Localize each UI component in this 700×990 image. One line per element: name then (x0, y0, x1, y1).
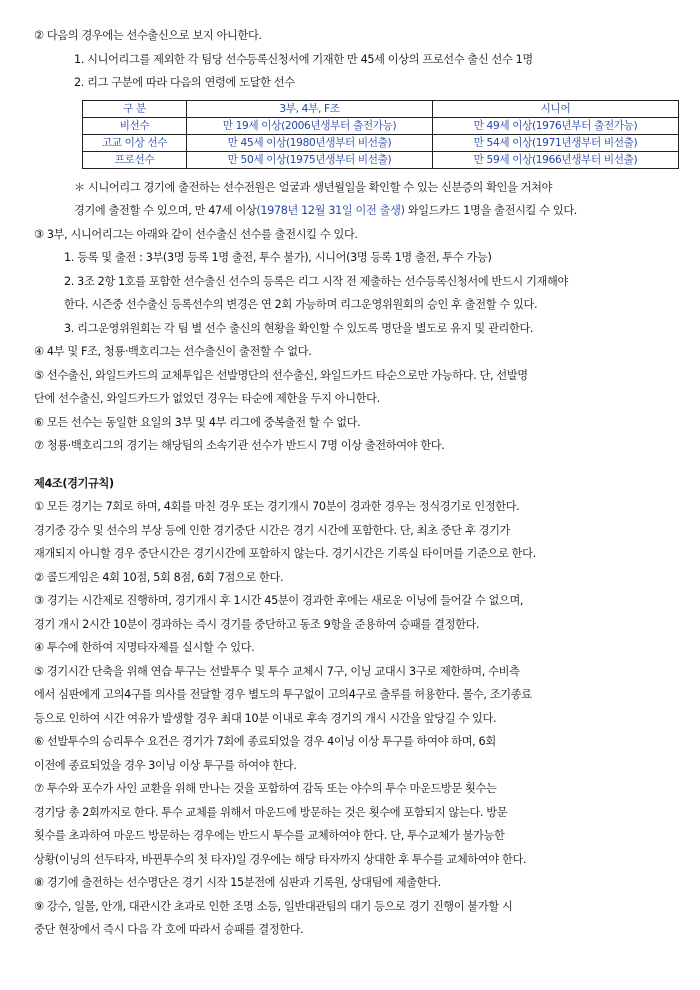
clause-3-sub3: 3. 리그운영위원회는 각 팀 별 선수 출신의 현황을 확인할 수 있도록 명단을 별도로 유지 및 관리한다. (64, 321, 534, 335)
rule-1-line: 경기중 강수 및 선수의 부상 등에 인한 경기중단 시간은 경기 시간에 포함한다. 단, 최초 중단 후 경기가 (34, 523, 510, 537)
clause-3-sub2-line1: 2. 3조 2항 1호를 포함한 선수출신 선수의 등록은 리그 시작 전 제출하는 선수등록신청서에 반드시 기재해야 (64, 274, 568, 288)
article-4-heading: 제4조(경기규칙) (34, 476, 114, 490)
rule-9-line: ⑨ 강수, 일몰, 안개, 대관시간 초과로 인한 조명 소등, 일반대관팀의 대기 등으로 경기 진행이 불가할 시 (34, 899, 513, 913)
rule-7-line: 횟수를 초과하여 마운드 방문하는 경우에는 반드시 투수를 교체하여야 한다. 단, 투수교체가 불가능한 (34, 829, 505, 842)
clause-2-title: ② 다음의 경우에는 선수출신으로 보지 아니한다. (34, 29, 262, 42)
rule-5-line: 에서 심판에게 고의4구를 의사를 전달할 경우 별도의 투구없이 고의4구로 출루를 허용한다. 몰수, 조기종료 (34, 688, 532, 701)
clause-4: ④ 4부 및 F조, 청룡·백호리그는 선수출신이 출전할 수 없다. (34, 345, 312, 358)
rule-8-line: ⑧ 경기에 출전하는 선수명단은 경기 시작 15분전에 심판과 기록원, 상대팀에 제출한다. (34, 876, 441, 889)
table-header-cell: 시니어 (433, 100, 679, 117)
senior-note-line2 (34, 199, 678, 223)
rule-3-line: 경기 개시 2시간 10분이 경과하는 즉시 경기를 중단하고 동조 9항을 준용하여 승패를 결정한다. (34, 617, 480, 631)
clause-2-sub1: 1. 시니어리그를 제외한 각 팀당 선수등록신청서에 기재한 만 45세 이상의 프로선수 출신 선수 1명 (74, 52, 533, 66)
clause-5-line1: ⑤ 선수출신, 와일드카드의 교체투입은 선발명단의 선수출신, 와일드카드 타순으로만 가능하다. 단, 선발명 (34, 368, 528, 382)
rule-5-line: 등으로 인하여 시간 여유가 발생할 경우 최대 10분 이내로 후속 경기의 개시 시간을 앞당길 수 있다. (34, 711, 497, 725)
senior-note-text: 경기에 출전할 수 있으며, 만 47세 이상 (74, 204, 257, 217)
rule-7-line: ⑦ 투수와 포수가 사인 교환을 위해 만나는 것을 포함하여 감독 또는 야수의 투수 마운드방문 횟수는 (34, 782, 497, 795)
table-cell: 만 54세 이상(1971년생부터 비선출) (433, 134, 679, 151)
rule-5-line: ⑤ 경기시간 단축을 위해 연습 투구는 선발투수 및 투수 교체시 7구, 이닝 교대시 3구로 제한하며, 수비측 (34, 664, 520, 678)
table-header-cell: 구 분 (83, 100, 187, 117)
clause-6: ⑥ 모든 선수는 동일한 요일의 3부 및 4부 리그에 중복출전 할 수 없다. (34, 415, 361, 429)
table-cell: 만 49세 이상(1976년부터 출전가능) (433, 117, 679, 134)
rule-4-line: ④ 투수에 한하여 지명타자제를 실시할 수 있다. (34, 641, 255, 654)
rule-1-line: ① 모든 경기는 7회로 하며, 4회를 마친 경우 또는 경기개시 70분이 경과한 경우는 정식경기로 인정한다. (34, 500, 520, 513)
rule-1-line: 재개되지 아니할 경우 중단시간은 경기시간에 포함하지 않는다. 경기시간은 기록실 타이머를 기준으로 한다. (34, 547, 536, 560)
clause-3-sub2-line2: 한다. 시즌중 선수출신 등록선수의 변경은 연 2회 가능하며 리그운영위원회의 승인 후 출전할 수 있다. (64, 298, 538, 311)
table-cell: 고교 이상 선수 (83, 134, 187, 151)
clause-5-line2: 단에 선수출신, 와일드카드가 없었던 경우는 타순에 제한을 두지 아니한다. (34, 392, 380, 405)
clause-2-sub2: 2. 리그 구분에 따라 다음의 연령에 도달한 선수 (74, 76, 295, 89)
rule-2-line: ② 콜드게임은 4회 10점, 5회 8점, 6회 7점으로 한다. (34, 570, 284, 584)
table-cell: 비선수 (83, 117, 187, 134)
rule-6-line: 이전에 종료되었을 경우 3이닝 이상 투구를 하여야 한다. (34, 758, 297, 772)
clause-3-sub1: 1. 등록 및 출전 : 3부(3명 등록 1명 출전, 투수 불가), 시니어(3명 등록 1명 출전, 투수 가능) (64, 251, 492, 264)
senior-note-line1: ＊ 시니어리그 경기에 출전하는 선수전원은 얼굴과 생년월일을 확인할 수 있는 신분증의 확인을 거쳐야 (74, 180, 553, 194)
table-row (83, 134, 679, 151)
senior-note-text: 와일드카드 1명을 출전시킬 수 있다. (404, 204, 577, 217)
rule-3-line: ③ 경기는 시간제로 진행하며, 경기개시 후 1시간 45분이 경과한 후에는 새로운 이닝에 들어갈 수 없으며, (34, 594, 524, 607)
rule-9-line: 중단 현장에서 즉시 다음 각 호에 따라서 승패를 결정한다. (34, 923, 304, 936)
table-cell: 프로선수 (83, 151, 187, 168)
rule-6-line: ⑥ 선발투수의 승리투수 요건은 경기가 7회에 종료되었을 경우 4이닝 이상 투구를 하여야 하며, 6회 (34, 735, 496, 748)
table-cell: 만 59세 이상(1966년생부터 비선출) (433, 151, 679, 168)
clause-3-title: ③ 3부, 시니어리그는 아래와 같이 선수출신 선수를 출전시킬 수 있다. (34, 227, 358, 241)
table-cell: 만 19세 이상(2006년생부터 출전가능) (187, 117, 433, 134)
table-cell: 만 45세 이상(1980년생부터 비선출) (187, 134, 433, 151)
age-eligibility-table (82, 100, 679, 169)
rule-7-line: 상황(이닝의 선두타자, 바뀐투수의 첫 타자)일 경우에는 해당 타자까지 상대한 후 투수를 교체하여야 한다. (34, 852, 527, 866)
table-row (83, 151, 679, 168)
clause-7: ⑦ 청룡·백호리그의 경기는 해당팀의 소속기관 선수가 반드시 7명 이상 출전하여야 한다. (34, 439, 445, 452)
senior-note-date: (1978년 12월 31일 이전 출생) (256, 204, 405, 217)
table-cell: 만 50세 이상(1975년생부터 비선출) (187, 151, 433, 168)
table-row (83, 117, 679, 134)
rule-7-line: 경기당 총 2회까지로 한다. 투수 교체를 위해서 마운드에 방문하는 것은 횟수에 포함되지 않는다. 방문 (34, 805, 508, 819)
table-header-cell: 3부, 4부, F조 (187, 100, 433, 117)
table-header-row (83, 100, 679, 117)
